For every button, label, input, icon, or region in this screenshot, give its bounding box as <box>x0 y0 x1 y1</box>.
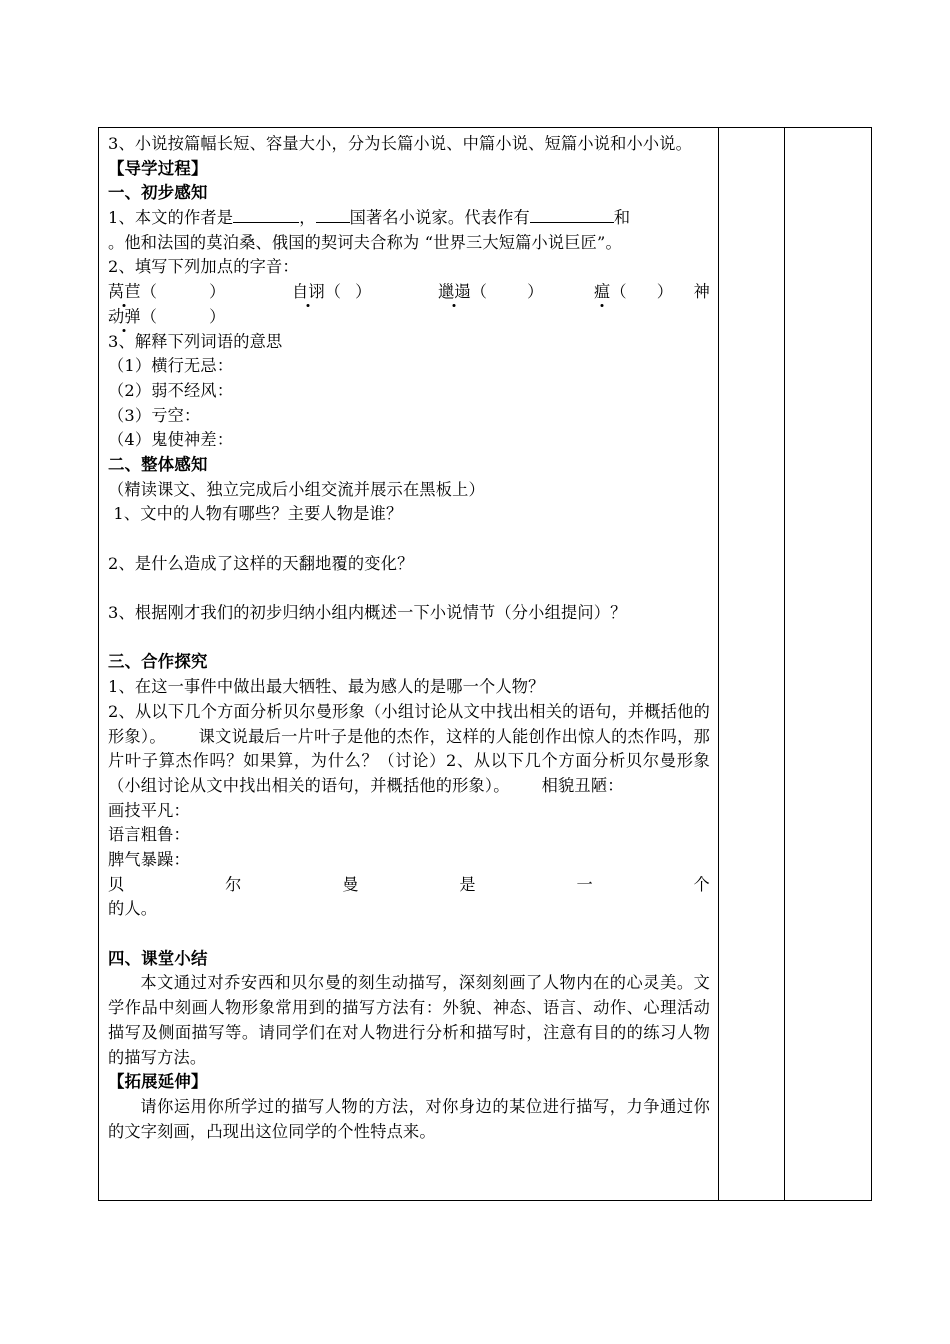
word-dongtan: 动弹 <box>108 306 141 326</box>
heading-section-4: 四、课堂小结 <box>108 948 208 968</box>
section-3-q2: 2、从以下几个方面分析贝尔曼形象（小组讨论从文中找出相关的语句，并概括他的形象）。 课文说最后一片叶子是他的杰作，这样的人能创作出惊人的杰作吗，那片叶子算杰作吗？如果算，为什么？（讨论）2、从以下几个方面分析贝尔曼形象（小组讨论从文中找出相关的语句，并概括他的形象）。 相貌丑陋： <box>108 701 710 795</box>
blank-author <box>233 206 299 223</box>
heading-extension: 【拓展延伸】 <box>108 1072 208 1092</box>
heading-process: 【导学过程】 <box>108 158 208 178</box>
section-2-q1: 1、文中的人物有哪些？主要人物是谁？ <box>108 504 403 524</box>
section-2-q2: 2、是什么造成了这样的天翻地覆的变化？ <box>108 553 414 573</box>
question-author: 1、本文的作者是 ， 国著名小说家。代表作有 和 <box>108 208 631 228</box>
section-3-q1: 1、在这一事件中做出最大牺牲、最为感人的是哪一个人物？ <box>108 677 545 697</box>
pronunciation-row-1 <box>108 280 710 305</box>
main-content-cell <box>99 128 719 1201</box>
question-vocabulary: 3、解释下列词语的意思 <box>108 331 283 351</box>
question-author-line2: 。他和法国的莫泊桑、俄国的契诃夫合称为 “世界三大短篇小说巨匠”。 <box>108 232 622 252</box>
extension-text: 请你运用你所学过的描写人物的方法，对你身边的某位进行描写，力争通过你的文字刻画，凸现出这位同学的个性特点来。 <box>108 1096 710 1141</box>
vocab-1: （1）横行无忌： <box>108 356 234 376</box>
word-liwei: 莴苣（ ） <box>108 282 226 302</box>
analysis-language: 语言粗鲁： <box>108 825 190 845</box>
word-latah: 邋遢（ ） <box>438 282 544 302</box>
blank-column-3 <box>785 128 872 1201</box>
vocab-3: （3）亏空： <box>108 405 201 425</box>
section-2-q3: 3、根据刚才我们的初步归纳小组内概述一下小说情节（分小组提问）？ <box>108 603 627 623</box>
section-2-note: （精读课文、独立完成后小组交流并展示在黑板上） <box>108 479 485 499</box>
intro-paragraph: 3、小说按篇幅长短、容量大小，分为长篇小说、中篇小说、短篇小说和小小说。 <box>108 134 693 153</box>
analysis-temper: 脾气暴躁： <box>108 850 190 870</box>
vocab-4: （4）鬼使神差： <box>108 430 234 450</box>
question-pronunciation: 2、填写下列加点的字音： <box>108 257 299 277</box>
section-4-text: 本文通过对乔安西和贝尔曼的刻生动描写，深刻刻画了人物内在的心灵美。文学作品中刻画人物形象常用到的描写方法有：外貌、神态、语言、动作、心理活动描写及侧面描写等。请同学们在对人物进行分析和描写时，注意有目的的练习人物的描写方法。 <box>108 973 710 1067</box>
blank-country <box>316 206 350 223</box>
word-wen: 瘟（ ） <box>594 282 674 302</box>
word-shen: 神 <box>693 282 710 302</box>
heading-section-2: 二、整体感知 <box>108 454 208 474</box>
analysis-skill: 画技平凡： <box>108 800 190 820</box>
summary-fill-line: 贝 尔 曼 是 一 个 <box>108 874 710 894</box>
blank-column-2 <box>719 128 785 1201</box>
word-ziqu: 自诩（ ） <box>292 282 372 302</box>
pronunciation-row-2: 动弹（ ） <box>108 306 226 326</box>
heading-section-1: 一、初步感知 <box>108 183 208 203</box>
summary-fill-end: 的人。 <box>108 899 158 919</box>
heading-section-3: 三、合作探究 <box>108 652 208 672</box>
blank-works <box>530 206 614 223</box>
lesson-table <box>98 127 872 1201</box>
vocab-2: （2）弱不经风： <box>108 380 234 400</box>
